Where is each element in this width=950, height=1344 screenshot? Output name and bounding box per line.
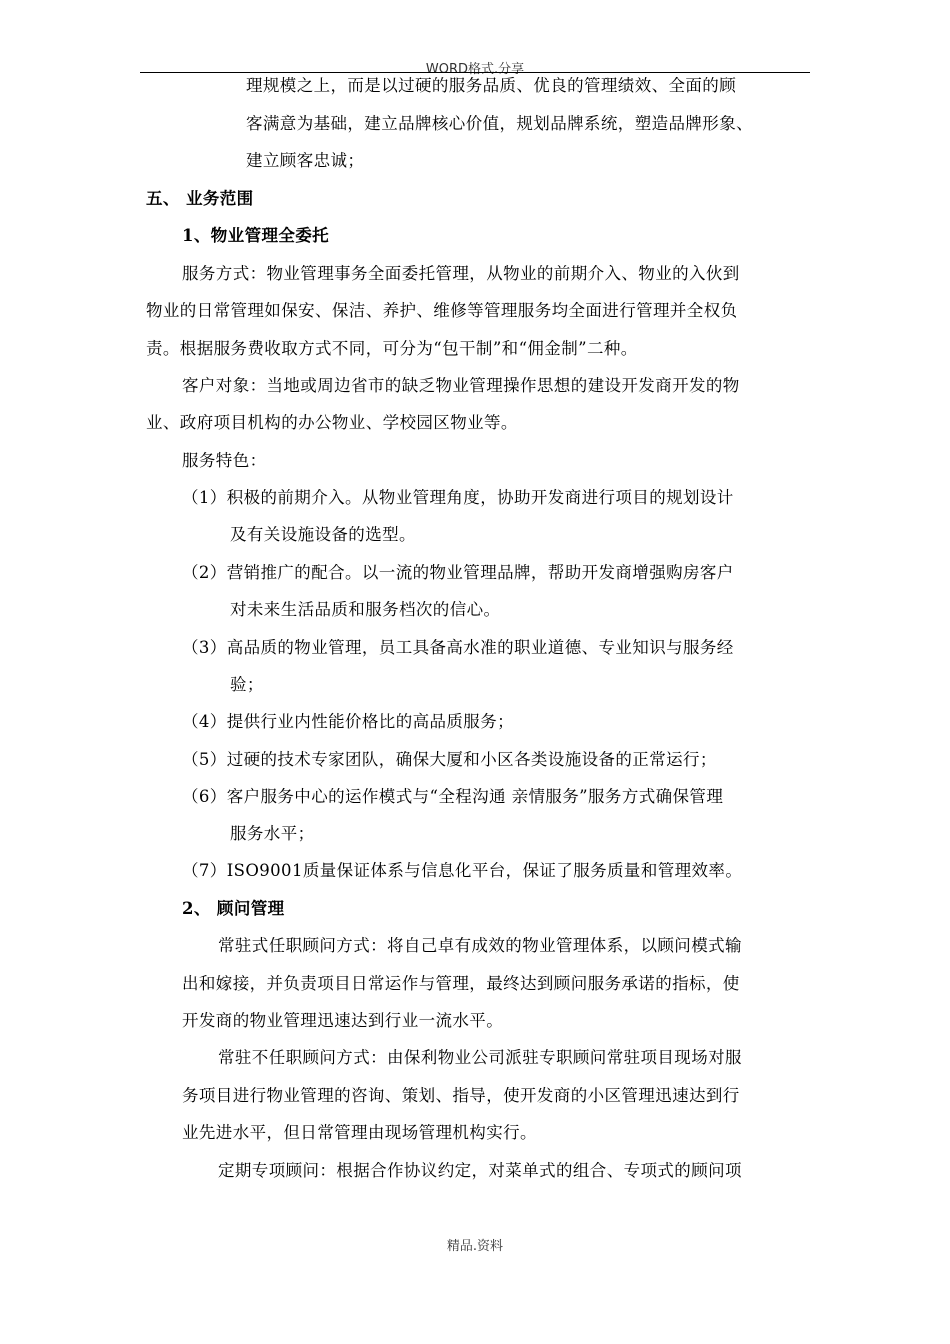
feature-item-cont: 服务水平； [230, 824, 315, 843]
text-line: 业、政府项目机构的办公物业、学校园区物业等。 [146, 413, 518, 432]
text-line: 定期专项顾问：根据合作协议约定，对菜单式的组合、专项式的顾问项 [218, 1161, 742, 1180]
text-line: 物业的日常管理如保安、保洁、养护、维修等管理服务均全面进行管理并全权负 [146, 301, 738, 320]
feature-item: （1）积极的前期介入。从物业管理角度，协助开发商进行项目的规划设计 [182, 488, 734, 507]
text-line: 责。根据服务费收取方式不同，可分为“包干制”和“佣金制”二种。 [146, 339, 638, 358]
feature-item: （2）营销推广的配合。以一流的物业管理品牌，帮助开发商增强购房客户 [182, 563, 734, 582]
subsection-heading: 2、 顾问管理 [182, 899, 285, 918]
feature-item: （3）高品质的物业管理，员工具备高水准的职业道德、专业知识与服务经 [182, 638, 734, 657]
text-line: 开发商的物业管理迅速达到行业一流水平。 [182, 1011, 504, 1030]
text-line: 客户对象：当地或周边省市的缺乏物业管理操作思想的建设开发商开发的物 [182, 376, 740, 395]
text-line: 建立顾客忠诚； [246, 151, 365, 170]
header-text: WORD格式.分享 [425, 62, 525, 77]
feature-item: （6）客户服务中心的运作模式与“全程沟通 亲情服务”服务方式确保管理 [182, 787, 724, 806]
text-line: 常驻式任职顾问方式：将自己卓有成效的物业管理体系，以顾问模式输 [218, 936, 742, 955]
feature-item: （4）提供行业内性能价格比的高品质服务； [182, 712, 514, 731]
subsection-heading: 1、物业管理全委托 [182, 226, 330, 245]
text-line: 业先进水平，但日常管理由现场管理机构实行。 [182, 1123, 537, 1142]
text-line: 出和嫁接，并负责项目日常运作与管理，最终达到顾问服务承诺的指标，使 [182, 974, 740, 993]
section-heading: 五、 业务范围 [146, 189, 254, 208]
text-line: 务项目进行物业管理的咨询、策划、指导，使开发商的小区管理迅速达到行 [182, 1086, 740, 1105]
feature-item-cont: 及有关设施设备的选型。 [230, 525, 416, 544]
feature-item-cont: 对未来生活品质和服务档次的信心。 [230, 600, 501, 619]
text-line: 服务方式：物业管理事务全面委托管理，从物业的前期介入、物业的入伙到 [182, 264, 740, 283]
feature-item: （7）ISO9001质量保证体系与信息化平台，保证了服务质量和管理效率。 [182, 861, 743, 880]
text-line: 客满意为基础，建立品牌核心价值，规划品牌系统，塑造品牌形象、 [246, 114, 753, 133]
feature-item-cont: 验； [230, 675, 264, 694]
header-rule [140, 72, 810, 73]
features-label: 服务特色： [182, 451, 267, 470]
page-footer: 精品.资料 [446, 1239, 504, 1254]
text-line: 常驻不任职顾问方式：由保利物业公司派驻专职顾问常驻项目现场对服 [218, 1048, 742, 1067]
feature-item: （5）过硬的技术专家团队，确保大厦和小区各类设施设备的正常运行； [182, 750, 717, 769]
text-line: 理规模之上，而是以过硬的服务品质、优良的管理绩效、全面的顾 [246, 76, 737, 95]
